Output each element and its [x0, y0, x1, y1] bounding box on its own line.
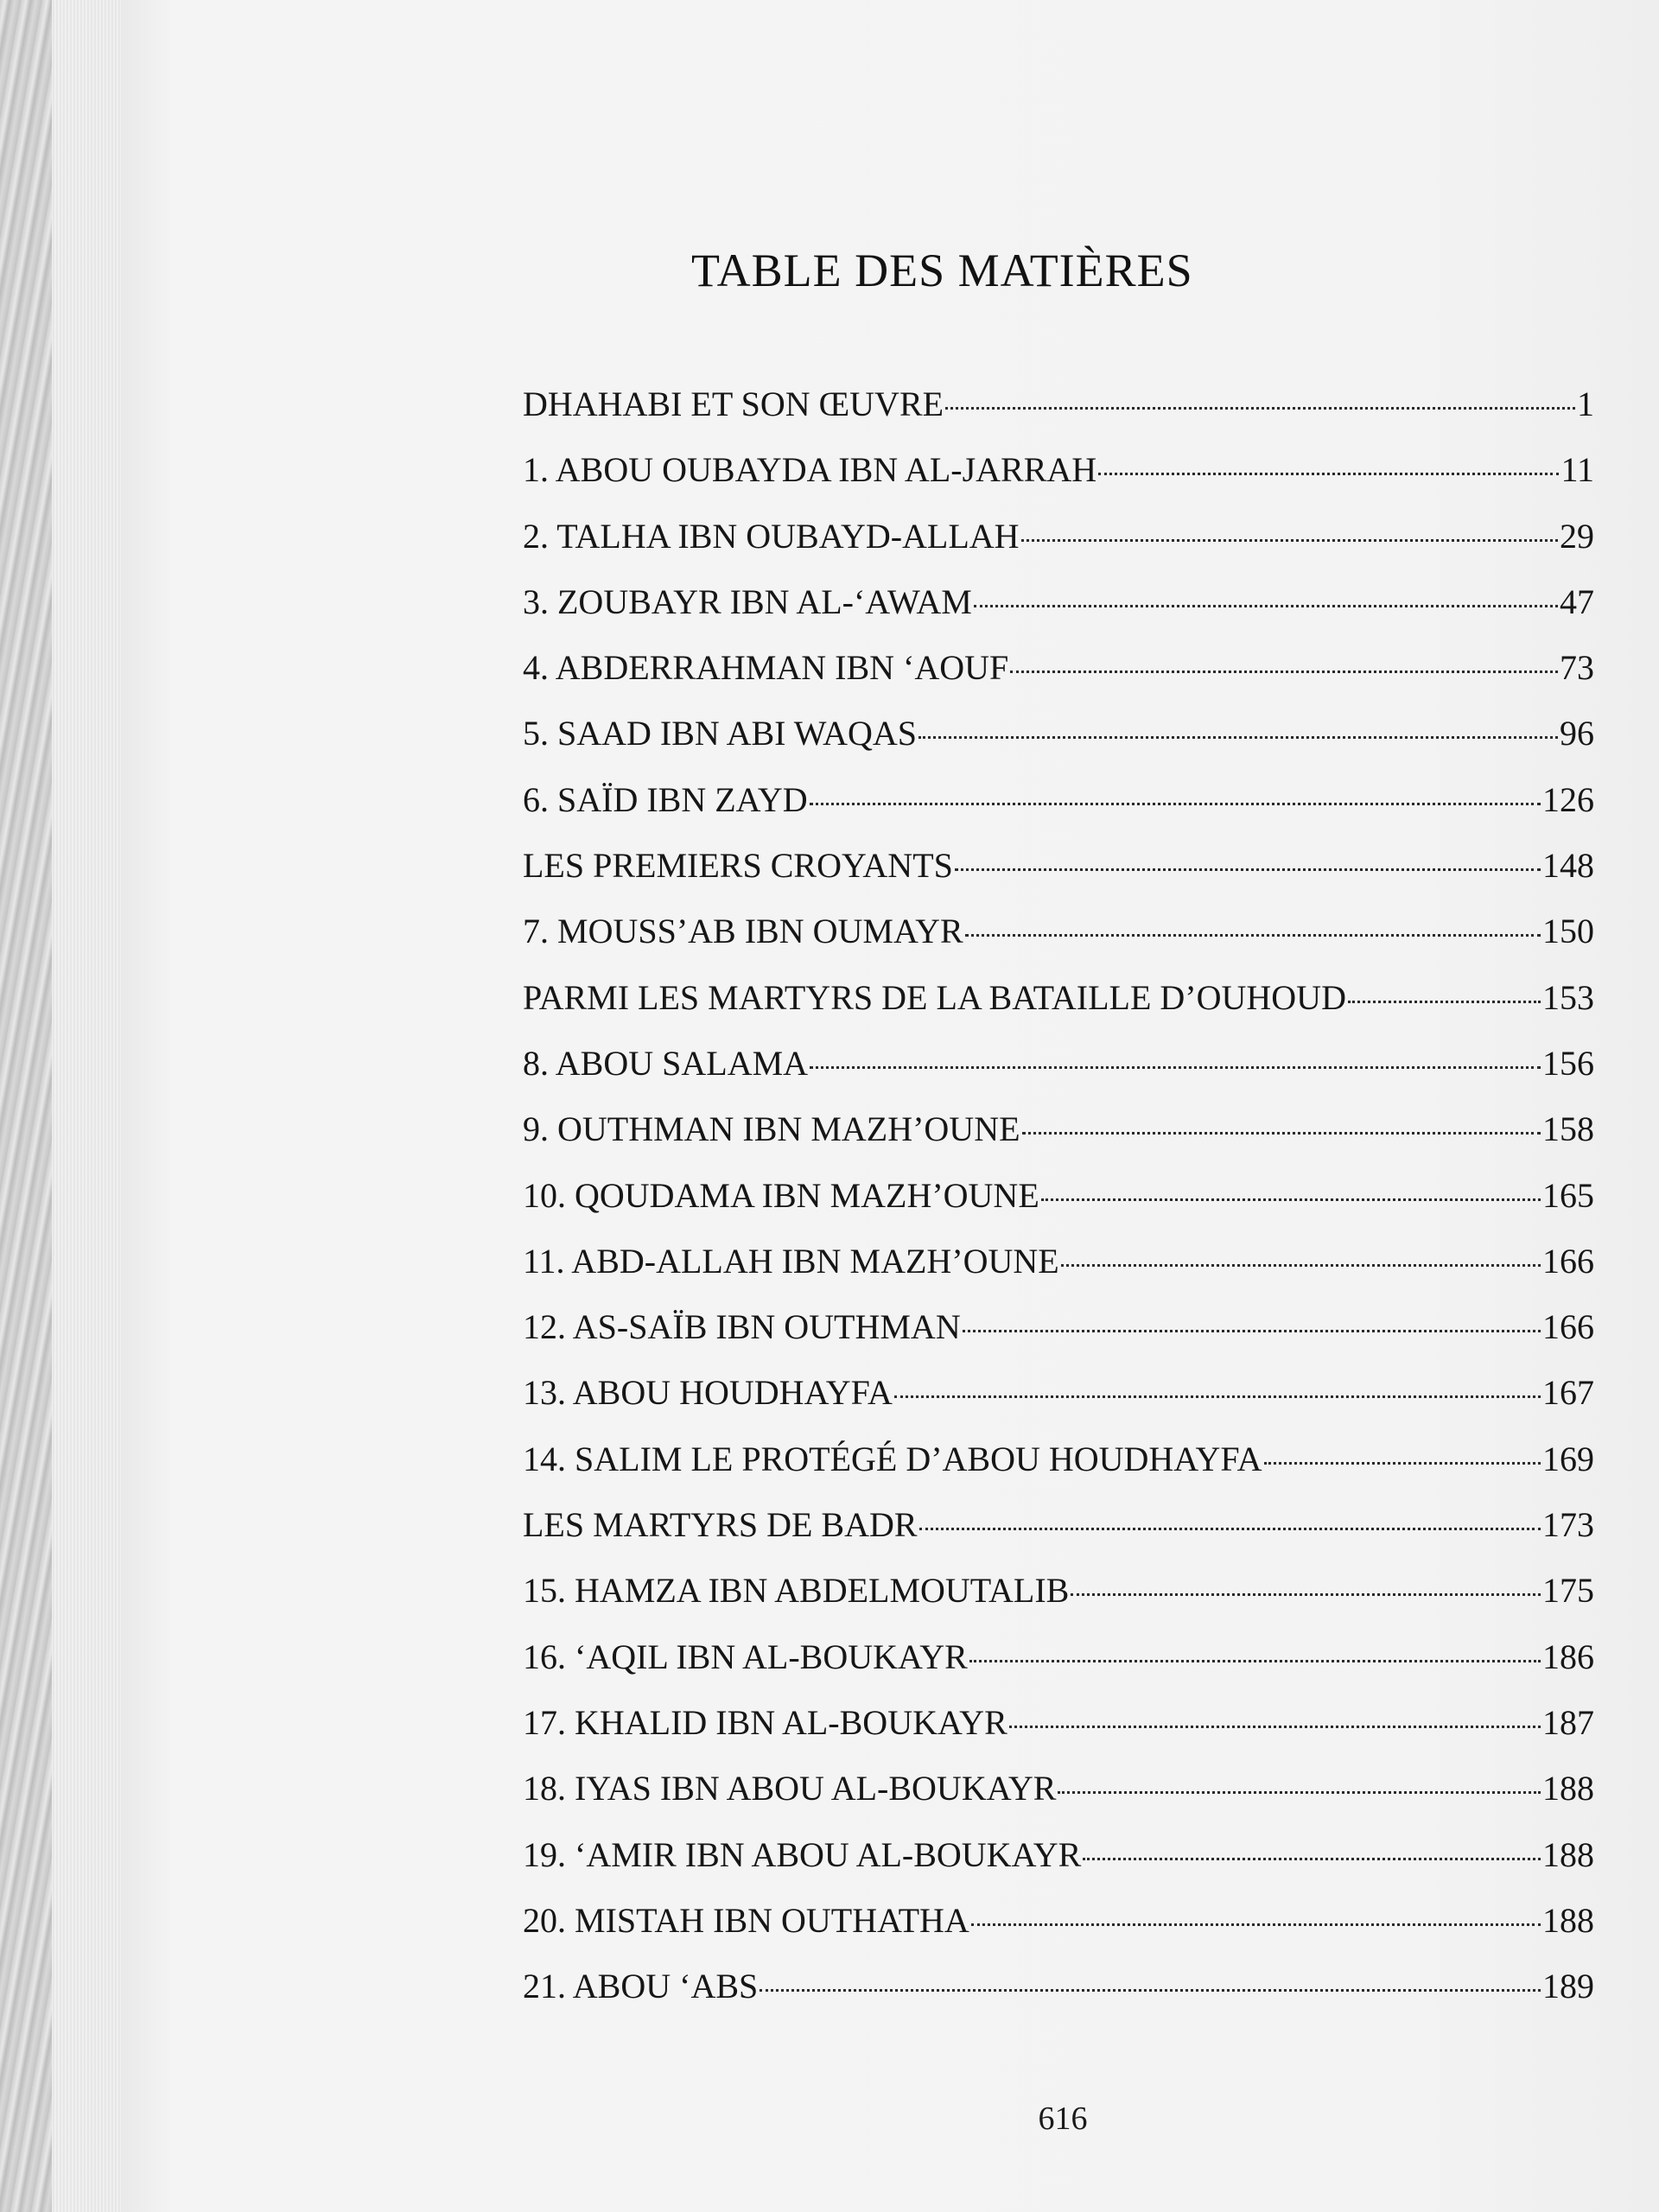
toc-entry: [523, 1570, 1594, 1636]
toc-entry-title: 11. ABD-ALLAH IBN MAZH’OUNE: [523, 1241, 1059, 1281]
toc-entry: [523, 1702, 1594, 1768]
toc-entry-page: 73: [1560, 648, 1594, 688]
toc-entry: [523, 1372, 1594, 1438]
toc-entry: [523, 845, 1594, 911]
dot-leader: [965, 934, 1541, 937]
toc-entry-title: 5. SAAD IBN ABI WAQAS: [523, 714, 917, 753]
toc-entry: [523, 1175, 1594, 1241]
dot-leader: [955, 868, 1541, 871]
toc-entry-page: 165: [1542, 1175, 1594, 1215]
toc-entry-title: 14. SALIM LE PROTÉGÉ D’ABOU HOUDHAYFA: [523, 1439, 1262, 1478]
toc-entry-title: 9. OUTHMAN IBN MAZH’OUNE: [523, 1109, 1020, 1149]
dot-leader: [1264, 1462, 1541, 1465]
toc-entry-page: 1: [1577, 385, 1594, 423]
toc-entry: [523, 1900, 1594, 1966]
toc-entry-title: 4. ABDERRAHMAN IBN ‘AOUF: [523, 648, 1009, 688]
toc-entry: [523, 1637, 1594, 1702]
dot-leader: [810, 803, 1541, 805]
toc-entry: [523, 516, 1594, 582]
toc-entry-page: 158: [1542, 1109, 1594, 1149]
dot-leader: [1041, 1198, 1541, 1201]
toc-entry-page: 153: [1542, 977, 1594, 1017]
dot-leader: [1083, 1858, 1541, 1860]
toc-entry-page: 167: [1542, 1373, 1594, 1413]
toc-entry-page: 189: [1542, 1967, 1594, 2006]
toc-entry-page: 169: [1542, 1439, 1594, 1478]
toc-entry-title: 10. QOUDAMA IBN MAZH’OUNE: [523, 1175, 1039, 1215]
dot-leader: [1058, 1791, 1541, 1794]
dot-leader: [760, 1989, 1541, 1992]
toc-entry-page: 166: [1542, 1241, 1594, 1281]
toc-entry: [523, 779, 1594, 845]
toc-entry: [523, 647, 1594, 713]
toc-entry: [523, 449, 1594, 515]
page-title: TABLE DES MATIÈRES: [691, 245, 1193, 296]
dot-leader: [974, 605, 1558, 607]
dot-leader: [1021, 539, 1558, 542]
dot-leader: [918, 736, 1558, 739]
dot-leader: [945, 407, 1575, 410]
toc-entry-page: 96: [1560, 714, 1594, 753]
toc-entry-page: 29: [1560, 516, 1594, 556]
dot-leader: [971, 1923, 1541, 1926]
dot-leader: [1098, 473, 1559, 475]
toc-entry-page: 187: [1542, 1702, 1594, 1742]
toc-entry-title: 6. SAÏD IBN ZAYD: [523, 779, 808, 819]
toc-entry: [523, 1241, 1594, 1306]
book-page-edges: [52, 0, 130, 2212]
toc-entry-page: 188: [1542, 1900, 1594, 1940]
toc-entry-title: 20. MISTAH IBN OUTHATHA: [523, 1900, 969, 1940]
toc-entry-title: 18. IYAS IBN ABOU AL-BOUKAYR: [523, 1769, 1057, 1808]
toc-entry: [523, 1504, 1594, 1570]
table-of-contents: [523, 384, 1594, 2031]
toc-entry-title: 13. ABOU HOUDHAYFA: [523, 1373, 893, 1413]
toc-entry-page: 126: [1542, 779, 1594, 819]
toc-entry: [523, 1043, 1594, 1109]
toc-entry: [523, 1966, 1594, 2031]
toc-entry: [523, 1109, 1594, 1174]
toc-entry: [523, 1439, 1594, 1504]
toc-entry-title: 21. ABOU ‘ABS: [523, 1967, 759, 2006]
toc-entry-page: 166: [1542, 1307, 1594, 1347]
toc-entry: [523, 1768, 1594, 1834]
toc-entry-page: 188: [1542, 1834, 1594, 1874]
toc-entry-page: 156: [1542, 1043, 1594, 1083]
toc-entry: [523, 384, 1594, 449]
dot-leader: [894, 1395, 1541, 1398]
dot-leader: [1071, 1593, 1541, 1596]
toc-entry-title: PARMI LES MARTYRS DE LA BATAILLE D’OUHOUD: [523, 977, 1346, 1017]
toc-entry: [523, 1306, 1594, 1372]
dot-leader: [963, 1330, 1541, 1332]
toc-entry-title: 15. HAMZA IBN ABDELMOUTALIB: [523, 1571, 1070, 1611]
dot-leader: [969, 1660, 1541, 1662]
toc-entry-title: 1. ABOU OUBAYDA IBN AL-JARRAH: [523, 450, 1097, 490]
toc-entry-title: 12. AS-SAÏB IBN OUTHMAN: [523, 1307, 961, 1347]
dot-leader: [1022, 1132, 1541, 1135]
dot-leader: [919, 1528, 1541, 1530]
toc-entry-title: LES MARTYRS DE BADR: [523, 1505, 918, 1545]
toc-entry-page: 173: [1542, 1505, 1594, 1545]
toc-entry: [523, 977, 1594, 1043]
dot-leader: [1061, 1264, 1541, 1267]
toc-entry-page: 47: [1560, 582, 1594, 621]
toc-entry-title: 7. MOUSS’AB IBN OUMAYR: [523, 912, 963, 951]
toc-entry-title: 17. KHALID IBN AL-BOUKAYR: [523, 1702, 1007, 1742]
toc-entry: [523, 911, 1594, 976]
toc-entry-title: 16. ‘AQIL IBN AL-BOUKAYR: [523, 1637, 968, 1676]
toc-entry-page: 186: [1542, 1637, 1594, 1676]
dot-leader: [1348, 1001, 1541, 1003]
toc-entry-title: 19. ‘AMIR IBN ABOU AL-BOUKAYR: [523, 1834, 1082, 1874]
toc-entry-title: 3. ZOUBAYR IBN AL-‘AWAM: [523, 582, 972, 621]
toc-entry-title: LES PREMIERS CROYANTS: [523, 846, 953, 886]
toc-entry-page: 11: [1560, 450, 1594, 490]
toc-entry-page: 188: [1542, 1769, 1594, 1808]
dot-leader: [810, 1066, 1541, 1069]
toc-entry-title: 2. TALHA IBN OUBAYD-ALLAH: [523, 516, 1020, 556]
book-page: [121, 0, 1659, 2212]
dot-leader: [1010, 671, 1558, 673]
toc-entry-title: 8. ABOU SALAMA: [523, 1043, 809, 1083]
dot-leader: [1009, 1726, 1541, 1728]
toc-entry-page: 150: [1542, 912, 1594, 951]
toc-entry: [523, 582, 1594, 647]
toc-entry-title: DHAHABI ET SON ŒUVRE: [523, 385, 944, 423]
toc-entry-page: 175: [1542, 1571, 1594, 1611]
toc-entry: [523, 1834, 1594, 1900]
toc-entry-page: 148: [1542, 846, 1594, 886]
page-number: 616: [1038, 2101, 1088, 2137]
toc-entry: [523, 713, 1594, 779]
